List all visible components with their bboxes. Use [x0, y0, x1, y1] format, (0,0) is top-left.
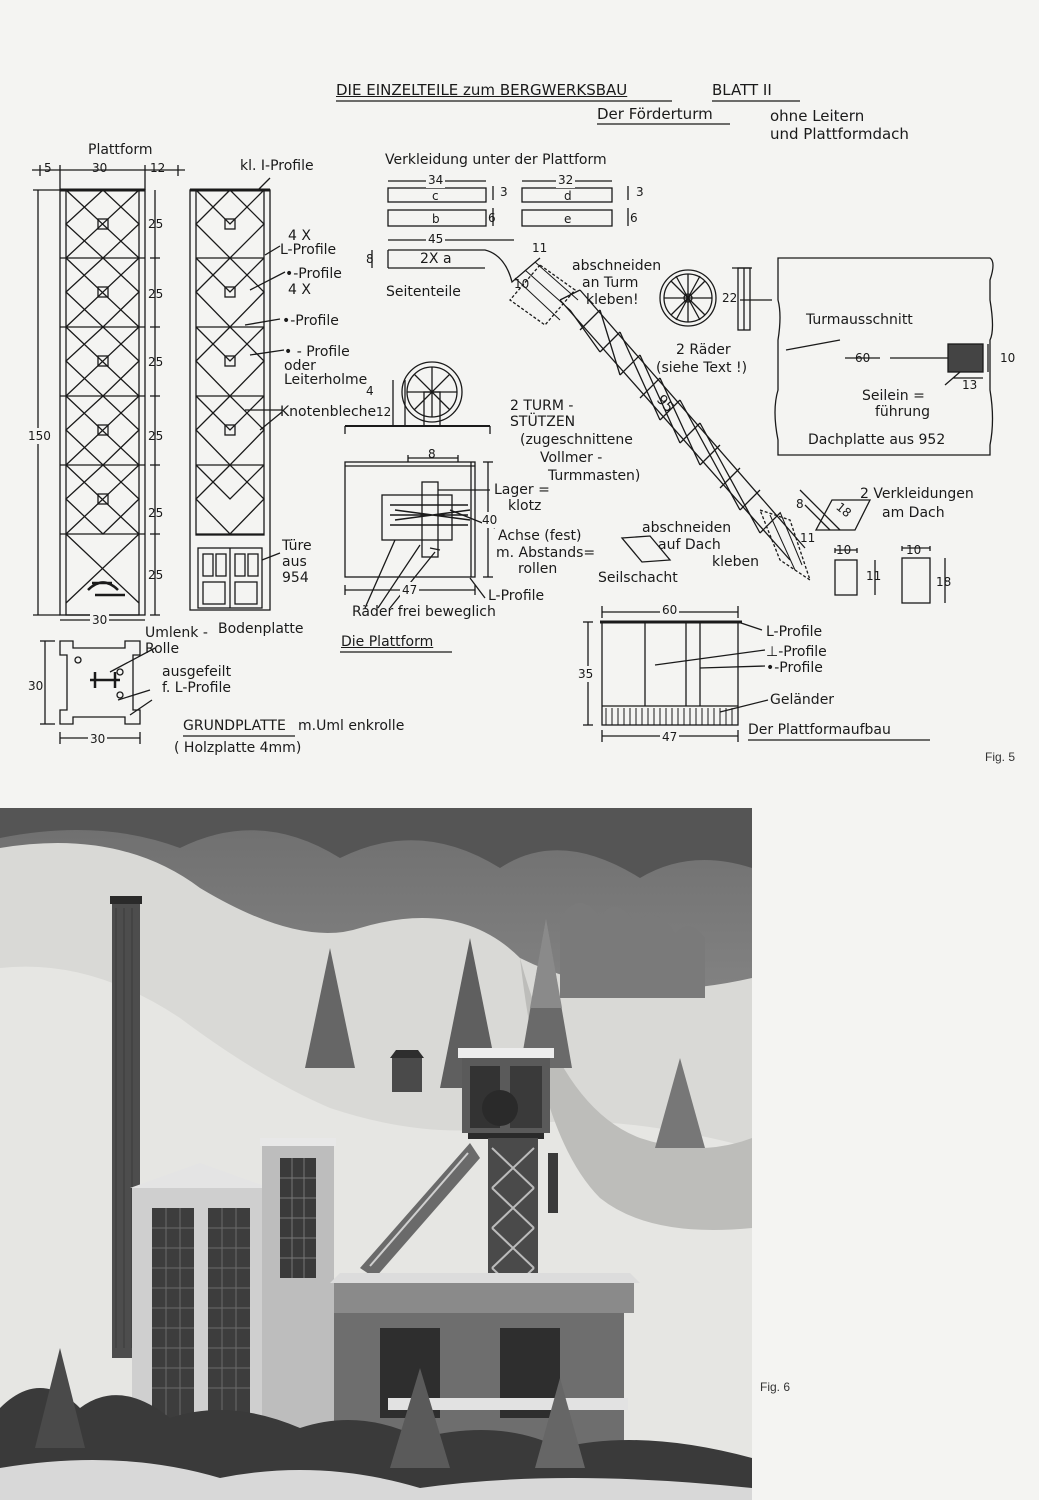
subtitle-note-2: und Plattformdach: [770, 125, 909, 143]
abschneiden-turm-1: abschneiden: [572, 258, 662, 274]
plattform-dim-4: 4: [366, 384, 374, 398]
lagerklotz-2: klotz: [508, 498, 542, 514]
hut: [392, 1058, 422, 1092]
gelaender-label: Geländer: [770, 692, 835, 708]
sheet-title: DIE EINZELTEILE zum BERGWERKSBAU: [336, 81, 628, 99]
stuetzen-title-2: STÜTZEN: [510, 414, 576, 430]
grundplatte-dim-30-bottom: 30: [90, 732, 106, 746]
raeder-label-2: (siehe Text !): [656, 360, 748, 376]
grundplatte-title-rest: m.Uml enkrolle: [298, 718, 405, 734]
stuetzen-note-2: Vollmer -: [540, 450, 603, 466]
dim-22: 22: [722, 291, 738, 305]
baseplate-outline: [60, 641, 140, 724]
sheet-number: BLATT II: [712, 81, 772, 99]
plattform-label: Plattform: [88, 142, 153, 158]
part-e-label: e: [564, 212, 572, 226]
subtitle-note-1: ohne Leitern: [770, 107, 865, 125]
tuere-3: 954: [282, 570, 309, 586]
dim-5: 5: [44, 161, 52, 175]
dach-verkleidung-title-2: am Dach: [882, 505, 945, 521]
dach-verkleidung-title-1: 2 Verkleidungen: [860, 486, 974, 502]
abschneiden-dach-3: kleben: [712, 554, 759, 570]
part-2xa-label: 2X a: [420, 251, 452, 267]
dach-dim-10a: 10: [836, 543, 852, 557]
aufbau-dim-47: 47: [662, 730, 678, 744]
dachplatte-dim-10: 10: [1000, 351, 1016, 365]
roof-cover-part-2: [835, 560, 857, 595]
abschneiden-dach-2: auf Dach: [658, 537, 721, 553]
part-b-label: b: [432, 212, 440, 226]
turmausschnitt-label: Turmausschnitt: [806, 312, 913, 328]
label-oder-3: Leiterholme: [284, 372, 368, 388]
dim-25-2: 25: [148, 287, 164, 301]
plattform-dim-40: 40: [482, 513, 498, 527]
tower-front-bracing: [60, 190, 145, 603]
dim-25-6: 25: [148, 568, 164, 582]
bodenplatte-label: Bodenplatte: [218, 621, 304, 637]
lagerklotz-1: Lager =: [494, 482, 550, 498]
verkleidung-title: Verkleidung unter der Plattform: [385, 152, 607, 168]
aufbau-dot-profile: •-Profile: [766, 660, 823, 676]
seileinfuehrung-1: Seilein =: [862, 388, 925, 404]
grundplatte-title: GRUNDPLATTE: [183, 718, 286, 734]
aufbau-title: Der Plattformaufbau: [748, 722, 891, 738]
dach-dim-8: 8: [796, 497, 804, 511]
dim-3b: 3: [636, 185, 644, 199]
plattform-dim-12: 12: [376, 405, 392, 419]
part-c-label: c: [432, 189, 439, 203]
abschneiden-turm-2: an Turm: [582, 275, 639, 291]
mine-model-photo: [0, 808, 752, 1500]
dim-3a: 3: [500, 185, 508, 199]
achse-3: rollen: [518, 561, 558, 577]
dim-95: 95: [653, 392, 677, 416]
aufbau-dim-60: 60: [662, 603, 678, 617]
abschneiden-dach-1: abschneiden: [642, 520, 732, 536]
dim-8: 8: [366, 252, 374, 266]
seilschacht-label: Seilschacht: [598, 570, 678, 586]
dim-12: 12: [150, 161, 166, 175]
label-oder-2: oder: [284, 358, 316, 374]
dach-dim-11a: 11: [800, 531, 816, 545]
dim-150: 150: [28, 429, 51, 443]
label-tt-profile: •-Profile: [282, 313, 339, 329]
dach-dim-10b: 10: [906, 543, 922, 557]
dim-32: 32: [558, 173, 574, 187]
knotenbleche-label: Knotenbleche: [280, 404, 377, 420]
raeder-frei-label: Räder frei beweglich: [352, 604, 496, 620]
seileinfuehrung-2: führung: [875, 404, 931, 420]
label-oder-1: • - Profile: [284, 344, 350, 360]
fig-6-caption: Fig. 6: [760, 1380, 791, 1394]
label-4x-2: 4 X: [288, 282, 311, 298]
dach-dim-18a: 18: [833, 499, 854, 521]
tower-side-outline: [190, 190, 270, 610]
shed-roof: [334, 1283, 634, 1313]
dim-6a: 6: [488, 211, 496, 225]
dim-10: 10: [514, 277, 530, 291]
ausgefeilt-1: ausgefeilt: [162, 664, 232, 680]
sheet-subtitle: Der Förderturm: [597, 105, 713, 123]
seitenteile-label: Seitenteile: [386, 284, 461, 300]
aufbau-t-profile: ⊥-Profile: [766, 644, 827, 660]
dach-dim-18b: 18: [936, 575, 952, 589]
dim-25-1: 25: [148, 217, 164, 231]
umlenk-1: Umlenk -: [145, 625, 208, 641]
dachplatte-dim-60: 60: [855, 351, 871, 365]
dim-6b: 6: [630, 211, 638, 225]
label-dot-profile: •-Profile: [285, 266, 342, 282]
label-l-profile: L-Profile: [280, 242, 337, 258]
umlenk-2: Rolle: [145, 641, 180, 657]
label-4x-1: 4 X: [288, 228, 311, 244]
roof-cover-part-3: [902, 558, 930, 603]
dach-dim-11b: 11: [866, 569, 882, 583]
dim-30-top: 30: [92, 161, 108, 175]
dachplatte-title: Dachplatte aus 952: [808, 432, 946, 448]
grundplatte-dim-30-side: 30: [28, 679, 44, 693]
kl-profile-label: kl. I-Profile: [240, 158, 314, 174]
dim-25-3: 25: [148, 355, 164, 369]
aufbau-l-profile: L-Profile: [766, 624, 823, 640]
platform-structure-outline: [602, 622, 738, 725]
dim-25-5: 25: [148, 506, 164, 520]
stuetzen-note-3: Turmmasten): [548, 468, 641, 484]
stuetzen-title-1: 2 TURM -: [510, 398, 574, 414]
aufbau-dim-35: 35: [578, 667, 594, 681]
grundplatte-subtitle: ( Holzplatte 4mm): [174, 740, 302, 756]
plattform-dim-8: 8: [428, 447, 436, 461]
abschneiden-turm-3: kleben!: [586, 292, 639, 308]
dim-11: 11: [532, 241, 548, 255]
dim-45: 45: [428, 232, 444, 246]
dim-25-4: 25: [148, 429, 164, 443]
fig-5-caption: Fig. 5: [985, 750, 1016, 764]
wheel-drawing: [660, 268, 772, 330]
raeder-label-1: 2 Räder: [676, 342, 731, 358]
dim-30-bottom: 30: [92, 613, 108, 627]
tuere-2: aus: [282, 554, 307, 570]
cable-inlet-cutout: [948, 344, 983, 372]
ausgefeilt-2: f. L-Profile: [162, 680, 231, 696]
stuetzen-note-1: (zugeschnittene: [520, 432, 633, 448]
plattform-l-profile: L-Profile: [488, 588, 545, 604]
achse-1: Achse (fest): [498, 528, 582, 544]
plattform-title: Die Plattform: [341, 634, 434, 650]
tuere-1: Türe: [282, 538, 312, 554]
part-d-label: d: [564, 189, 572, 203]
dachplatte-dim-13: 13: [962, 378, 978, 392]
dim-34: 34: [428, 173, 444, 187]
plattform-dim-47: 47: [402, 583, 418, 597]
achse-2: m. Abstands=: [496, 545, 596, 561]
